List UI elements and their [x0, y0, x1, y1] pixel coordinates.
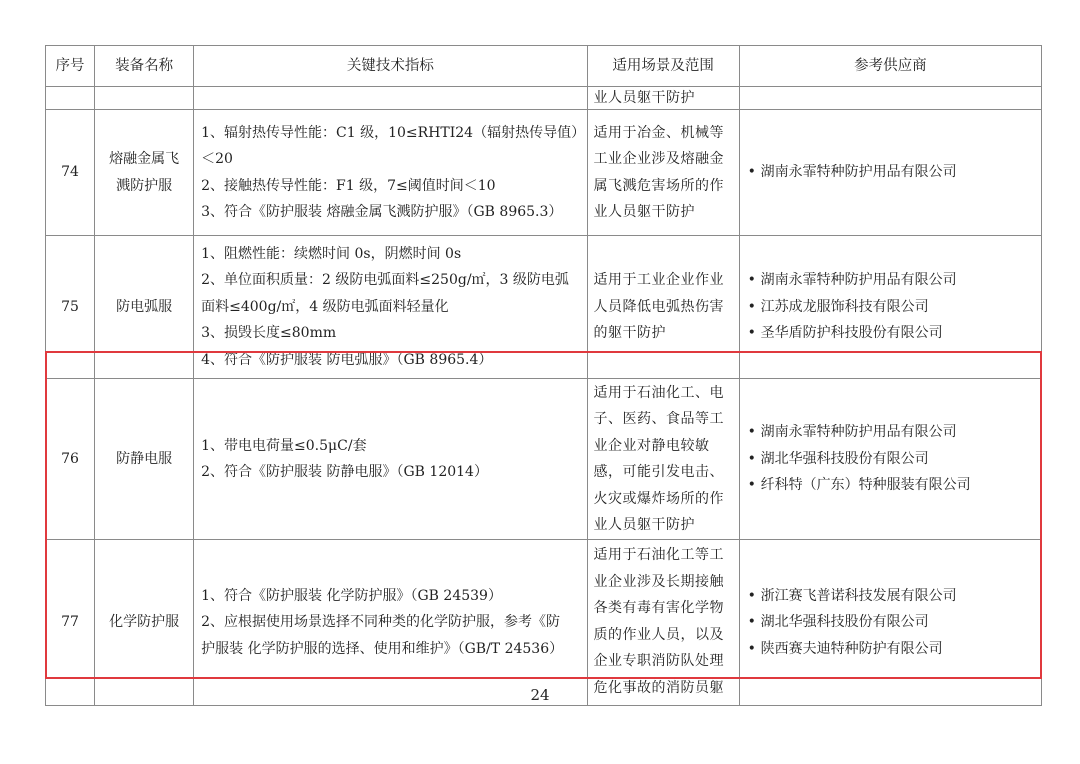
metric-line: 3、损毁长度≤80mm [201, 325, 337, 342]
header-suppliers: 参考供应商 [739, 46, 1041, 87]
supplier-item: • 湖南永霏特种防护用品有限公司 [748, 267, 1031, 294]
metrics-cell [194, 110, 587, 236]
metric-line: 1、阻燃性能：续燃时间 0s，阴燃时间 0s [201, 245, 462, 262]
metric-line: 2、符合《防护服装 防静电服》（GB 12014） [201, 464, 488, 480]
supplier-item: • 圣华盾防护科技股份有限公司 [748, 320, 1031, 347]
metric-line: 2、应根据使用场景选择不同种类的化学防护服，参考《防 [201, 614, 561, 631]
metric-line: 护服装 化学防护服的选择、使用和维护》（GB/T 24536） [201, 640, 564, 657]
metric-line: 3、符合《防护服装 熔融金属飞溅防护服》（GB 8965.3） [201, 204, 563, 220]
table-row [46, 110, 1042, 236]
header-equipment-name: 装备名称 [95, 46, 194, 87]
table-row [46, 236, 1042, 379]
metrics-cell [194, 236, 587, 379]
serial-number: 77 [46, 540, 95, 706]
metrics-cell [194, 540, 587, 706]
equipment-name: 化学防护服 [95, 540, 194, 706]
scope-cell: 适用于工业企业作业人员降低电弧热伤害的躯干防护 [587, 236, 739, 379]
header-scope: 适用场景及范围 [587, 46, 739, 87]
equipment-name: 防电弧服 [95, 236, 194, 379]
suppliers-cell [739, 236, 1041, 379]
supplier-item: • 湖北华强科技股份有限公司 [748, 609, 1031, 636]
serial-number: 74 [46, 110, 95, 236]
serial-number: 75 [46, 236, 95, 379]
table-row-continuation [46, 87, 1042, 110]
supplier-item: • 江苏成龙服饰科技有限公司 [748, 294, 1031, 321]
metric-line: 4、符合《防护服装 防电弧服》（GB 8965.4） [201, 351, 493, 368]
serial-number: 76 [46, 379, 95, 540]
metric-line: 1、带电电荷量≤0.5μC/套 [201, 437, 367, 454]
supplier-item: • 陕西赛夫迪特种防护有限公司 [748, 636, 1031, 663]
suppliers-cell [739, 540, 1041, 706]
metric-line: 1、辐射热传导性能：C1 级，10≤RHTI24（辐射热传导值） [201, 124, 586, 141]
metric-line: ＜20 [201, 151, 233, 167]
supplier-item: • 湖北华强科技股份有限公司 [748, 446, 1031, 473]
supplier-item: • 纤科特（广东）特种服装有限公司 [748, 472, 1031, 499]
suppliers-cell [739, 110, 1041, 236]
table-row-highlighted [46, 540, 1042, 706]
metric-line: 2、单位面积质量：2 级防电弧面料≤250g/㎡，3 级防电弧 [201, 272, 569, 289]
header-key-metrics: 关键技术指标 [194, 46, 587, 87]
supplier-item: • 湖南永霏特种防护用品有限公司 [748, 159, 1031, 186]
scope-cell: 适用于冶金、机械等工业企业涉及熔融金属飞溅危害场所的作业人员躯干防护 [587, 110, 739, 236]
scope-cell: 适用于石油化工、电子、医药、食品等工业企业对静电较敏感，可能引发电击、火灾或爆炸场所的作业人员躯干防护 [587, 379, 739, 540]
scope-cell: 适用于石油化工等工业企业涉及长期接触各类有毒有害化学物质的作业人员，以及企业专职消防队处理危化事故的消防员躯 [587, 540, 739, 706]
metric-line: 面料≤400g/㎡，4 级防电弧面料轻量化 [201, 298, 449, 315]
metric-line: 2、接触热传导性能：F1 级，7≤阈值时间＜10 [201, 177, 496, 194]
scope-cell: 业人员躯干防护 [587, 87, 739, 110]
table-header-row [46, 46, 1042, 87]
equipment-name: 防静电服 [95, 379, 194, 540]
supplier-item: • 湖南永霏特种防护用品有限公司 [748, 419, 1031, 446]
metric-line: 1、符合《防护服装 化学防护服》（GB 24539） [201, 587, 502, 604]
header-serial-number: 序号 [46, 46, 95, 87]
equipment-name: 熔融金属飞溅防护服 [95, 110, 194, 236]
suppliers-cell [739, 379, 1041, 540]
supplier-item: • 浙江赛飞普诺科技发展有限公司 [748, 583, 1031, 610]
table-row-highlighted [46, 379, 1042, 540]
metrics-cell [194, 379, 587, 540]
page-number: 24 [530, 686, 550, 704]
equipment-table [45, 45, 1042, 706]
